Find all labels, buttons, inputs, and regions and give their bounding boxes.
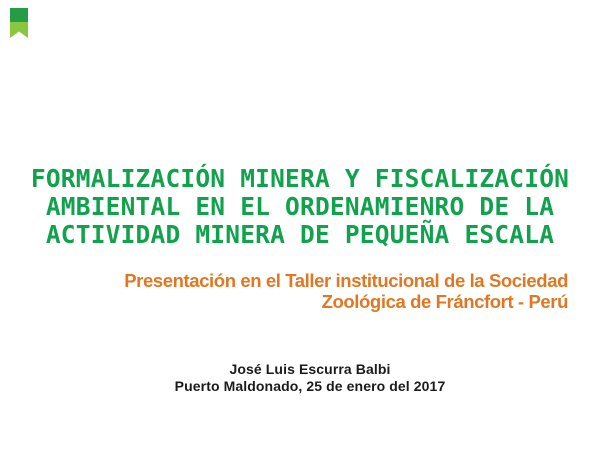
- author-block: [10, 361, 600, 395]
- subtitle-line-1: Presentación en el Taller institucional de la Sociedad: [124, 270, 568, 291]
- title-line-1: FORMALIZACIÓN MINERA Y FISCALIZACIÓN: [30, 164, 570, 193]
- title-line-3: ACTIVIDAD MINERA DE PEQUEÑA ESCALA: [45, 220, 555, 249]
- author-name: José Luis Escurra Balbi: [229, 361, 391, 377]
- green-ribbon-icon: [10, 8, 28, 40]
- subtitle-line-2: Zoológica de Fráncfort - Perú: [321, 291, 568, 312]
- slide-subtitle: [30, 270, 568, 312]
- title-line-2: AMBIENTAL EN EL ORDENAMIENRO DE LA: [45, 192, 555, 221]
- slide-title: [0, 165, 600, 249]
- author-place-date: Puerto Maldonado, 25 de enero del 2017: [174, 378, 446, 394]
